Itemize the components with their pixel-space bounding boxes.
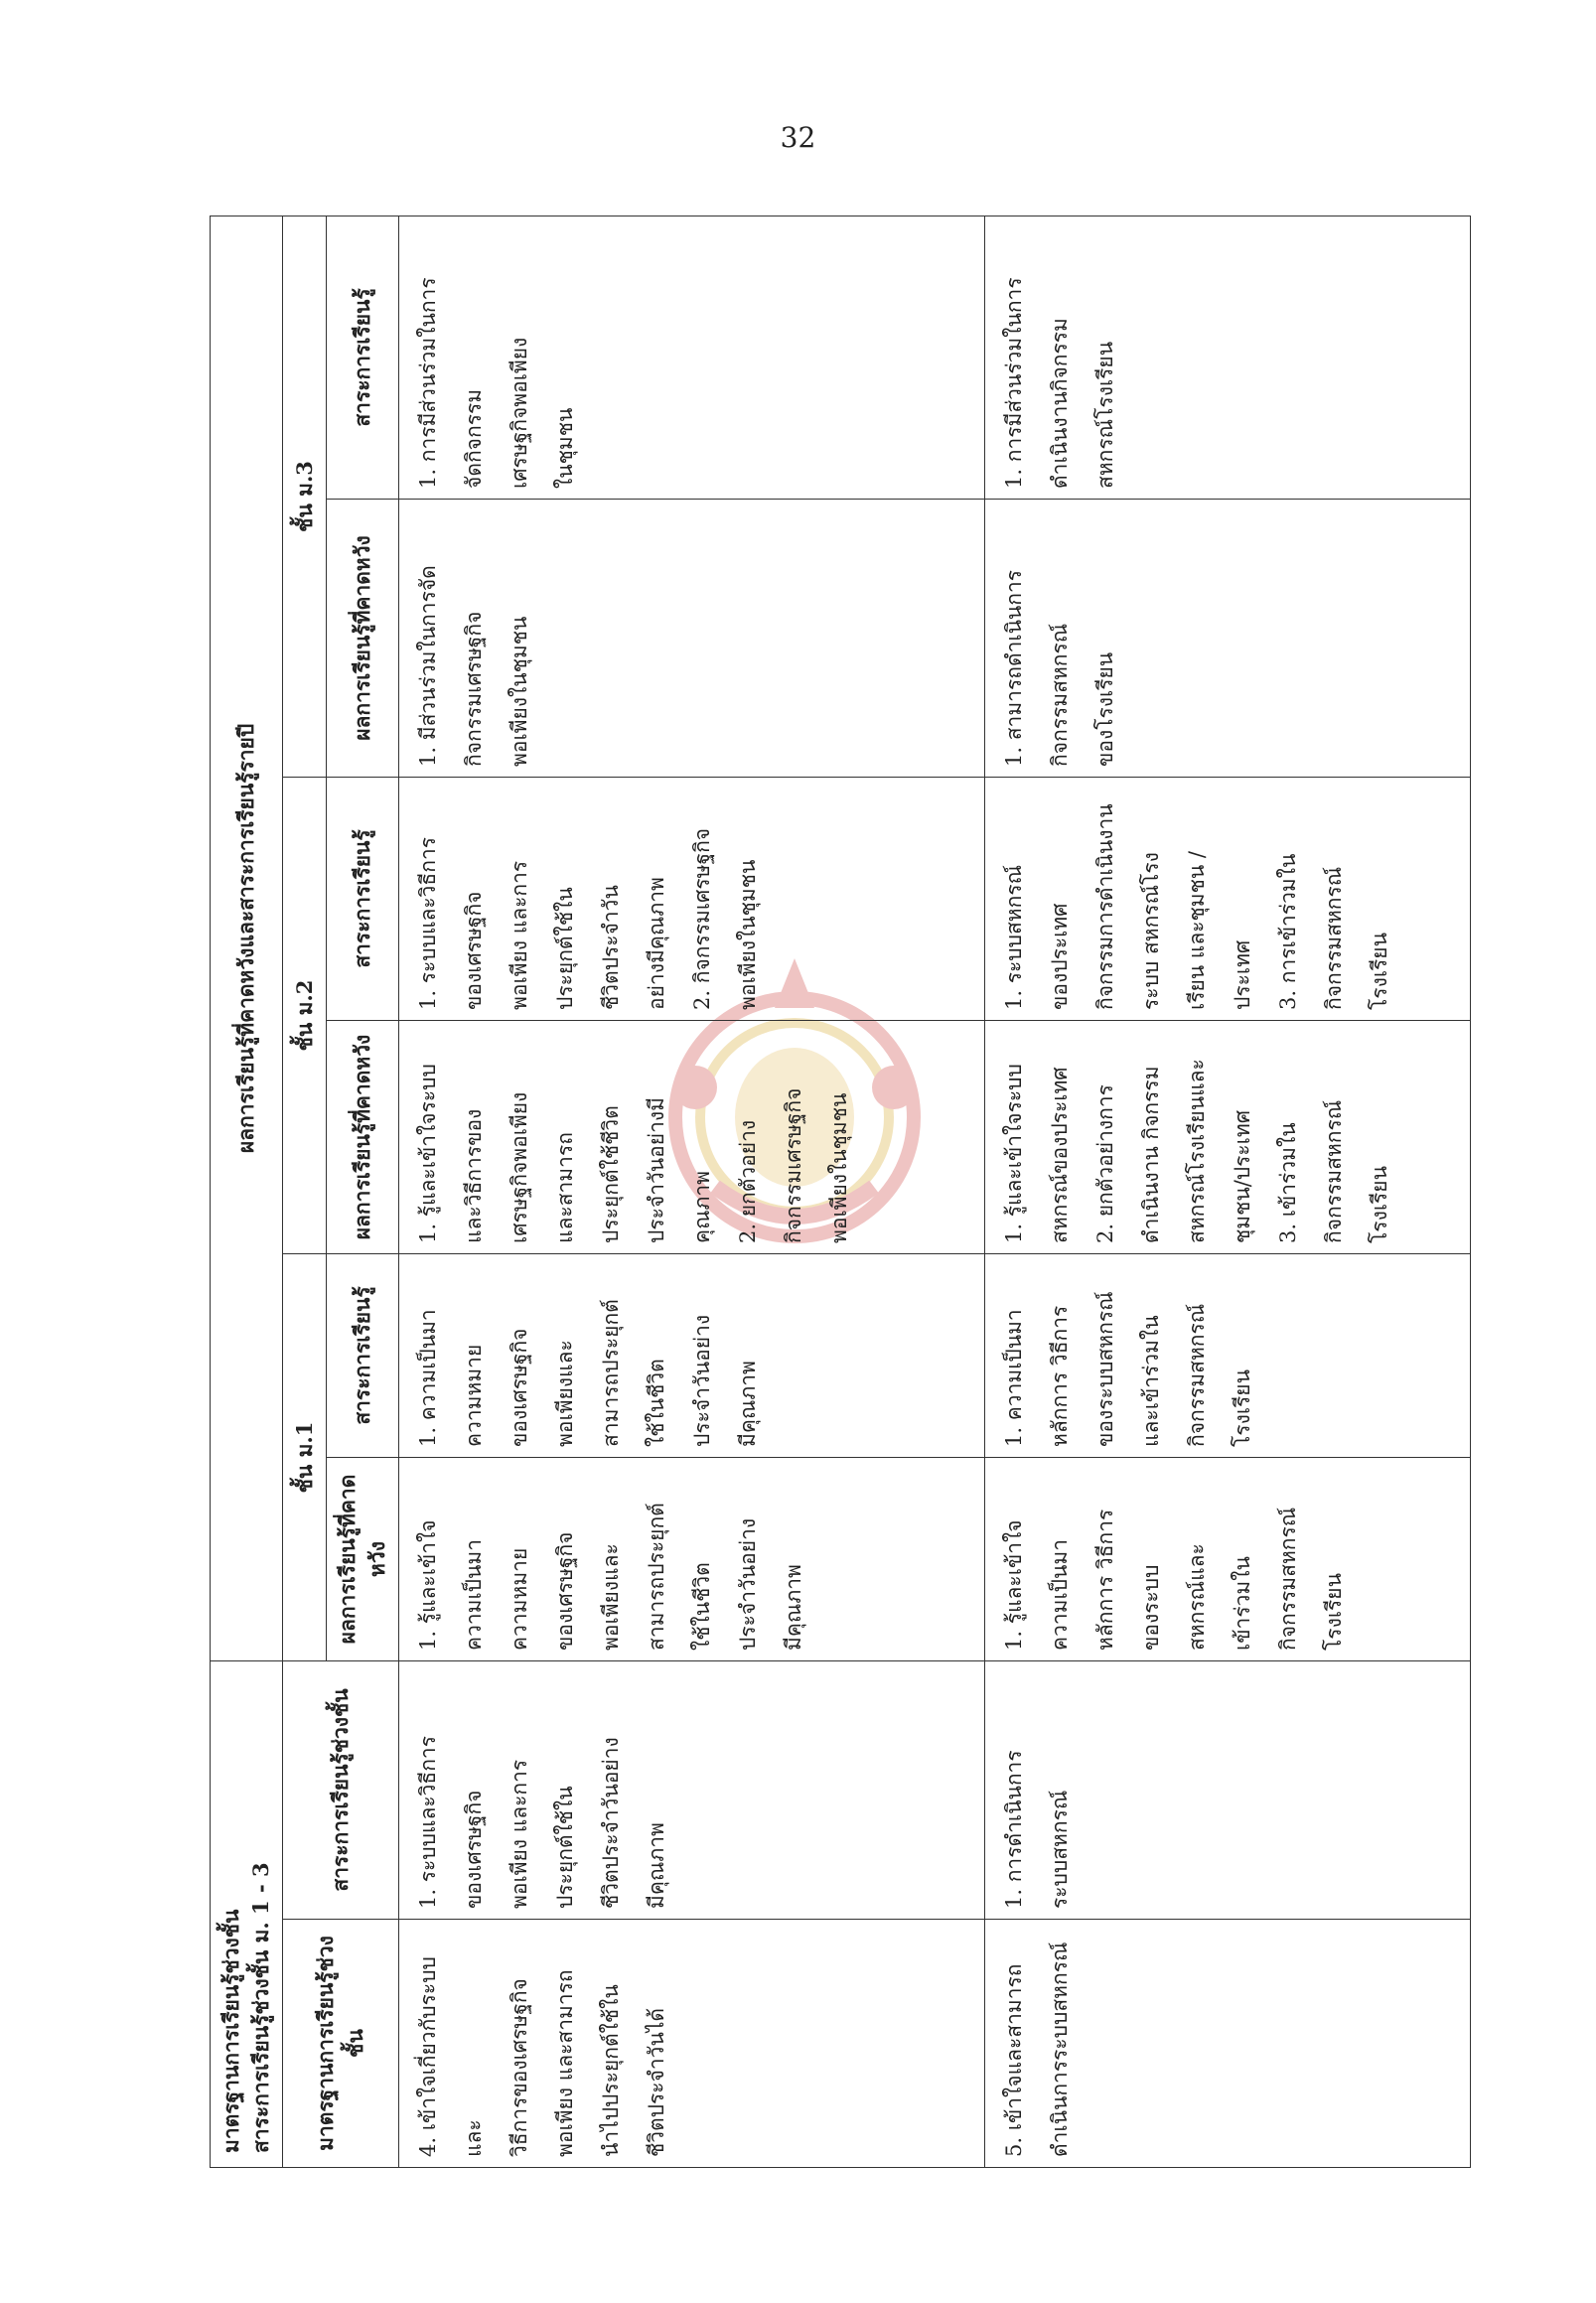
row4-m1-expected: 1. รู้และเข้าใจ ความเป็นมา ความหมาย ของเศรษฐกิจ พอเพียงและ สามารถประยุกต์ ใช้ในชีวิต ประจำวันอย่าง มีคุณภาพ xyxy=(399,1457,985,1660)
header-m1-learning: สาระการเรียนรู้ xyxy=(327,1253,399,1457)
row5-m2-learning: 1. ระบบสหกรณ์ ของประเทศ กิจกรรมการดำเนินงาน ระบบ สหกรณ์โรง เรียน และชุมชน / ประเทศ 3. การเข้าร่วมใน กิจกรรมสหกรณ์ โรงเรียน xyxy=(985,777,1471,1020)
row4-standard: 4. เข้าใจเกี่ยวกับระบบและ วิธีการของเศรษฐกิจ พอเพียง และสามารถ นำไปประยุกต์ใช้ใน ชีวิตประจำวันได้ xyxy=(399,1920,985,2168)
curriculum-table xyxy=(210,216,1471,2168)
row4-m3-learning: 1. การมีส่วนร่วมในการ จัดกิจกรรม เศรษฐกิจพอเพียง ในชุมชน xyxy=(399,216,985,499)
row5-m1-learning: 1. ความเป็นมา หลักการ วิธีการ ของระบบสหกรณ์ และเข้าร่วมใน กิจกรรมสหกรณ์ โรงเรียน xyxy=(985,1253,1471,1457)
header-m1-expected: ผลการเรียนรู้ที่คาดหวัง xyxy=(327,1457,399,1660)
rotated-table-wrapper xyxy=(210,216,1471,2168)
row4-m1-learning: 1. ความเป็นมา ความหมาย ของเศรษฐกิจ พอเพียงและ สามารถประยุกต์ ใช้ในชีวิต ประจำวันอย่าง มีคุณภาพ xyxy=(399,1253,985,1457)
header-m3-learning: สาระการเรียนรู้ xyxy=(327,216,399,499)
header-expected-group: ผลการเรียนรู้ที่คาดหวังและสาระการเรียนรู้รายปี xyxy=(211,216,283,1660)
header-col-standard: มาตรฐานการเรียนรู้ช่วงชั้น xyxy=(283,1920,399,2168)
header-m2-expected: ผลการเรียนรู้ที่คาดหวัง xyxy=(327,1020,399,1253)
table-row xyxy=(985,216,1471,2167)
header-m3-expected: ผลการเรียนรู้ที่คาดหวัง xyxy=(327,499,399,777)
row4-m2-learning: 1. ระบบและวิธีการ ของเศรษฐกิจ พอเพียง และการ ประยุกต์ใช้ใน ชีวิตประจำวัน อย่างมีคุณภาพ 2. กิจกรรมเศรษฐกิจ พอเพียงในชุมชน xyxy=(399,777,985,1020)
row4-m3-expected: 1. มีส่วนร่วมในการจัด กิจกรรมเศรษฐกิจ พอเพียงในชุมชน xyxy=(399,499,985,777)
page-number: 32 xyxy=(780,121,816,154)
header-standards-line1: มาตรฐานการเรียนรู้ช่วงชั้น xyxy=(218,1909,243,2153)
row4-content: 1. ระบบและวิธีการ ของเศรษฐกิจ พอเพียง และการ ประยุกต์ใช้ใน ชีวิตประจำวันอย่าง มีคุณภาพ xyxy=(399,1660,985,1919)
row4-m2-expected: 1. รู้และเข้าใจระบบ และวิธีการของ เศรษฐกิจพอเพียง และสามารถ ประยุกต์ใช้ชีวิต ประจำวันอย่างมี คุณภาพ 2. ยกตัวอย่าง กิจกรรมเศรษฐกิจ พอเพียงในชุมชน xyxy=(399,1020,985,1253)
row5-standard: 5. เข้าใจและสามารถ ดำเนินการระบบสหกรณ์ xyxy=(985,1920,1471,2168)
row5-m3-learning: 1. การมีส่วนร่วมในการ ดำเนินงานกิจกรรม สหกรณ์โรงเรียน xyxy=(985,216,1471,499)
header-standards-group xyxy=(211,1660,283,2167)
row5-content: 1. การดำเนินการ ระบบสหกรณ์ xyxy=(985,1660,1471,1919)
header-standards-line2: สาระการเรียนรู้ช่วงชั้น ม. 1 - 3 xyxy=(248,1862,273,2153)
header-grade-m2: ชั้น ม.2 xyxy=(283,777,327,1253)
row5-m1-expected: 1. รู้และเข้าใจ ความเป็นมา หลักการ วิธีการ ของระบบ สหกรณ์และ เข้าร่วมใน กิจกรรมสหกรณ์ โรงเรียน xyxy=(985,1457,1471,1660)
header-grade-m3: ชั้น ม.3 xyxy=(283,216,327,777)
table-row xyxy=(399,216,985,2167)
row5-m3-expected: 1. สามารถดำเนินการ กิจกรรมสหกรณ์ ของโรงเรียน xyxy=(985,499,1471,777)
header-col-content: สาระการเรียนรู้ช่วงชั้น xyxy=(283,1660,399,1919)
header-grade-m1: ชั้น ม.1 xyxy=(283,1253,327,1660)
row5-m2-expected: 1. รู้และเข้าใจระบบ สหกรณ์ของประเทศ 2. ยกตัวอย่างการ ดำเนินงาน กิจกรรม สหกรณ์โรงเรียนและ ชุมชน/ประเทศ 3. เข้าร่วมใน กิจกรรมสหกรณ์ โรงเรียน xyxy=(985,1020,1471,1253)
header-m2-learning: สาระการเรียนรู้ xyxy=(327,777,399,1020)
